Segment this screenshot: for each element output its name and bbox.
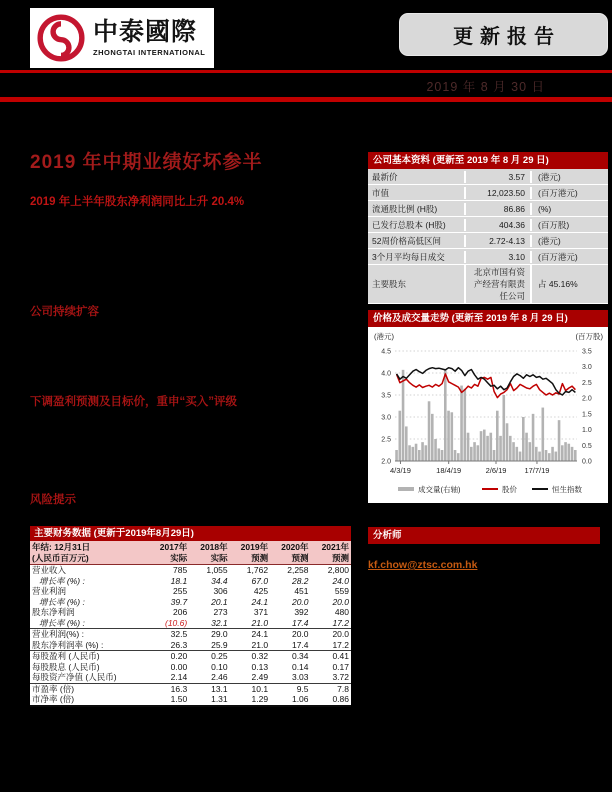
fin-cell: 559 — [334, 586, 349, 596]
price-volume-chart — [368, 327, 608, 503]
info-row — [368, 201, 608, 217]
fin-cell: 0.20 — [170, 651, 188, 661]
fin-cell: 10.1 — [251, 683, 269, 694]
fin-cell: 21.0 — [230, 618, 270, 629]
fin-row-label: 增长率 (%) : — [39, 575, 85, 586]
fin-cell: 2.14 — [149, 672, 189, 683]
left-axis-tick: 4.5 — [381, 348, 391, 356]
table-row — [30, 662, 351, 673]
fin-cell: 17.4 — [270, 640, 310, 651]
fin-cell: 20.0 — [291, 596, 309, 607]
fin-row-label: 市盈率 (倍) — [32, 683, 75, 694]
fin-cell: 32.5 — [170, 629, 188, 639]
fin-cell: 28.2 — [291, 575, 309, 586]
info-cell: (港元) — [538, 235, 561, 246]
volume-bar — [431, 414, 434, 461]
fin-header-year: 2017年 实际 — [149, 541, 189, 565]
volume-bar — [415, 444, 418, 461]
volume-bar — [444, 370, 447, 461]
company-info-table — [368, 169, 608, 304]
fin-cell: 273 — [213, 607, 228, 617]
volume-bar — [470, 447, 473, 461]
fin-cell: 0.86 — [311, 694, 351, 706]
volume-bar — [519, 452, 522, 461]
volume-bar — [568, 444, 571, 461]
fin-header-year: 2019年 预测 — [230, 541, 270, 565]
info-cell: 86.86 — [464, 203, 532, 215]
volume-bar — [535, 447, 538, 461]
info-cell: (百万港元) — [538, 251, 578, 262]
financial-table-head — [30, 541, 351, 565]
x-axis-tick: 4/3/19 — [390, 466, 411, 475]
fin-cell: 206 — [173, 607, 188, 617]
volume-bar — [421, 442, 424, 461]
left-axis-tick: 3.0 — [381, 414, 391, 422]
table-row — [30, 586, 351, 597]
info-row — [368, 249, 608, 265]
table-row — [30, 683, 351, 694]
fin-cell: 2.49 — [230, 672, 270, 683]
section-heading-risk: 风险提示 — [30, 494, 76, 506]
info-cell: 北京市国有资产经营有限责任公司 — [464, 265, 532, 303]
legend-price-label: 股价 — [502, 485, 517, 494]
info-cell: (百万股) — [538, 219, 570, 230]
fin-row-label: 增长率 (%) : — [30, 618, 149, 629]
x-axis-tick: 17/7/19 — [524, 466, 550, 475]
price-line — [397, 374, 576, 398]
fin-cell: 26.3 — [149, 640, 189, 651]
analyst-email-link[interactable]: kf.chow@ztsc.com.hk — [368, 559, 478, 571]
price-volume-card — [368, 310, 608, 503]
fin-cell: 392 — [294, 607, 309, 617]
volume-bar — [574, 450, 577, 461]
fin-header-year: 2020年 预测 — [270, 541, 310, 565]
fin-cell: 1.06 — [270, 694, 310, 706]
fin-row-label: 每股资产净值 (人民币) — [30, 672, 149, 683]
table-row — [30, 618, 351, 629]
volume-bar — [490, 433, 493, 461]
volume-bar — [451, 412, 454, 461]
fin-row-label: 每股股息 (人民币) — [32, 661, 100, 672]
volume-bar — [460, 386, 463, 461]
fin-cell: 1,055 — [206, 565, 228, 575]
fin-row-label: 营业利润 — [32, 586, 67, 596]
fin-cell: 451 — [294, 586, 309, 596]
fin-cell: 2,800 — [327, 565, 349, 575]
legend-hsi-label: 恒生指数 — [552, 485, 582, 494]
fin-cell: 20.1 — [211, 596, 228, 607]
volume-bar — [405, 426, 408, 461]
info-cell: 404.36 — [464, 219, 532, 231]
fin-cell: 0.00 — [170, 661, 188, 672]
volume-bar — [525, 433, 528, 461]
fin-cell: 32.1 — [189, 618, 229, 629]
chart-canvas — [368, 343, 608, 501]
section-heading-rating: 下调盈利预测及目标价，重申“买入”评级 — [30, 396, 237, 408]
left-axis-tick: 3.5 — [381, 392, 391, 400]
report-type-button[interactable]: 更新报告 — [399, 13, 608, 56]
volume-bar — [522, 417, 525, 461]
fin-cell: 29.0 — [211, 629, 228, 639]
page-subtitle: 2019 年上半年股东净利润同比上升 20.4% — [30, 196, 245, 208]
header-rule-top — [0, 70, 612, 73]
right-axis-tick: 0.5 — [582, 442, 592, 450]
fin-header-year: 2021年 预测 — [311, 541, 351, 565]
hsi-line — [397, 368, 576, 395]
volume-bar — [571, 447, 574, 461]
fin-cell: 1.29 — [230, 694, 270, 706]
table-row — [30, 640, 351, 651]
fin-cell: 18.1 — [170, 575, 188, 586]
volume-bar — [454, 450, 457, 461]
x-axis-tick: 2/6/19 — [485, 466, 507, 475]
volume-bar — [551, 447, 554, 461]
info-row — [368, 233, 608, 249]
fin-cell: 306 — [213, 586, 228, 596]
volume-bar — [529, 442, 532, 461]
fin-cell: 2.46 — [189, 672, 229, 683]
volume-bar — [509, 436, 512, 461]
fin-row-label: 股东净利润 — [32, 607, 75, 617]
fin-cell: 0.17 — [332, 661, 349, 672]
right-axis-unit: (百万股) — [575, 332, 603, 341]
volume-bar — [457, 453, 460, 461]
volume-bar — [564, 442, 567, 461]
fin-cell: 9.5 — [296, 683, 309, 694]
fin-cell: 20.0 — [291, 629, 309, 639]
fin-cell: 7.8 — [337, 683, 349, 694]
info-cell: 12,023.50 — [464, 187, 532, 199]
legend-volume-swatch — [398, 487, 414, 491]
info-row — [368, 217, 608, 233]
page-title: 2019 年中期业绩好坏参半 — [30, 152, 263, 173]
volume-bar — [486, 436, 489, 461]
info-cell: 最新价 — [372, 171, 398, 182]
analyst-card — [368, 527, 600, 544]
volume-bar — [555, 452, 558, 461]
table-row — [30, 651, 351, 662]
volume-bar — [496, 411, 499, 461]
fin-cell: 20.0 — [332, 596, 349, 607]
company-info-title: 公司基本资料 (更新至 2019 年 8 月 29 日) — [368, 152, 608, 169]
volume-bar — [480, 431, 483, 461]
info-cell: 2.72-4.13 — [464, 235, 532, 247]
fin-cell: 39.7 — [170, 596, 188, 607]
x-axis-tick: 18/4/19 — [436, 466, 462, 475]
left-axis-tick: 4.0 — [381, 370, 391, 378]
fin-cell: 17.2 — [311, 640, 351, 651]
fin-cell: 0.34 — [291, 651, 309, 661]
table-row — [30, 672, 351, 683]
volume-bar — [483, 430, 486, 461]
volume-bar — [545, 450, 548, 461]
info-cell: 流通股比例 (H股) — [372, 203, 438, 214]
fin-cell: 425 — [253, 586, 269, 596]
volume-bar — [503, 395, 506, 461]
fin-row-label: 每股盈利 (人民币) — [32, 651, 100, 661]
fin-cell: 24.1 — [251, 629, 269, 639]
volume-bar — [441, 450, 444, 461]
fin-cell: 16.3 — [170, 683, 188, 694]
right-axis-tick: 1.0 — [582, 427, 592, 435]
volume-bar — [561, 445, 564, 461]
info-cell: 52周价格高低区间 — [372, 235, 441, 246]
fin-row-label: 营业利润(%) : — [32, 629, 84, 639]
financial-table-body — [30, 565, 351, 706]
right-axis-tick: 2.0 — [582, 395, 592, 403]
volume-bar — [548, 453, 551, 461]
fin-cell: 24.0 — [332, 575, 349, 586]
fin-cell: 20.0 — [332, 629, 349, 639]
volume-bar — [538, 452, 541, 461]
financial-data-card — [30, 526, 351, 707]
volume-bar — [418, 450, 421, 461]
right-axis-tick: 2.5 — [582, 379, 592, 387]
volume-bar — [506, 423, 509, 461]
volume-bar — [438, 448, 441, 461]
zhongtai-logo-icon — [36, 13, 86, 63]
volume-bar — [493, 450, 496, 461]
table-row — [30, 607, 351, 618]
fin-cell: 1.31 — [189, 694, 229, 706]
info-row — [368, 185, 608, 201]
info-cell: 3个月平均每日成交 — [372, 251, 445, 262]
fin-row-label: 股东净利润率 (%) : — [30, 640, 149, 651]
fin-cell: 21.0 — [230, 640, 270, 651]
volume-bar — [399, 411, 402, 461]
volume-bar — [412, 447, 415, 461]
financial-table-title: 主要财务数据 (更新于2019年8月29日) — [30, 526, 351, 541]
fin-cell: 3.03 — [270, 672, 310, 683]
fin-cell: 17.4 — [270, 618, 310, 629]
header-rule-bottom — [0, 97, 612, 102]
fin-cell: 0.41 — [332, 651, 349, 661]
volume-bar — [558, 420, 561, 461]
info-cell: 占 45.16% — [538, 279, 578, 289]
volume-bar — [428, 401, 431, 461]
table-row — [30, 629, 351, 640]
info-cell: 3.57 — [464, 171, 532, 183]
company-logo — [30, 8, 214, 68]
volume-bar — [434, 439, 437, 461]
info-cell: 已发行总股本 (H股) — [372, 219, 446, 230]
fin-cell: 2,258 — [287, 565, 309, 575]
fin-cell: 24.1 — [251, 596, 269, 607]
fin-cell: 0.13 — [251, 661, 269, 672]
right-axis-tick: 3.5 — [582, 348, 592, 356]
volume-bar — [473, 442, 476, 461]
volume-bar — [402, 370, 405, 461]
info-cell: (百万港元) — [538, 187, 578, 198]
volume-bar — [467, 433, 470, 461]
section-heading-expansion: 公司持续扩容 — [30, 306, 99, 318]
fin-cell: 1,762 — [246, 565, 269, 575]
left-axis-tick: 2.0 — [381, 458, 391, 466]
logo-text-en: ZHONGTAI INTERNATIONAL — [93, 47, 206, 57]
company-info-card — [368, 152, 608, 304]
table-row — [30, 565, 351, 576]
fin-row-label: 增长率 (%) : — [39, 596, 85, 607]
fin-cell: 480 — [334, 607, 349, 617]
info-cell: (%) — [538, 203, 552, 214]
volume-bar — [395, 450, 398, 461]
volume-bar — [408, 445, 411, 461]
fin-cell: 67.0 — [251, 575, 269, 586]
fin-cell: 0.32 — [251, 651, 269, 661]
fin-cell: 0.25 — [211, 651, 228, 661]
fin-cell: 1.50 — [149, 694, 189, 706]
info-cell: 主要股东 — [372, 279, 407, 289]
fin-cell: 3.72 — [311, 672, 351, 683]
fin-cell: 0.14 — [291, 661, 309, 672]
fin-row-label: 市净率 (倍) — [30, 694, 149, 706]
info-cell: 3.10 — [464, 251, 532, 263]
right-axis-tick: 3.0 — [582, 364, 592, 372]
info-row — [368, 265, 608, 304]
fin-cell: 785 — [173, 565, 188, 575]
fin-cell: 25.9 — [189, 640, 229, 651]
info-cell: (港元) — [538, 171, 561, 182]
table-row — [30, 576, 351, 587]
volume-bar — [425, 445, 428, 461]
volume-bar — [532, 414, 535, 461]
table-row — [30, 694, 351, 706]
volume-bar — [516, 447, 519, 461]
report-date: 2019 年 8 月 30 日 — [426, 80, 545, 94]
volume-bar — [447, 411, 450, 461]
fin-cell: 17.2 — [311, 618, 351, 629]
info-cell: 市值 — [372, 187, 390, 198]
fin-row-label: 营业收入 — [32, 565, 67, 575]
info-row — [368, 169, 608, 185]
fin-cell: 34.4 — [211, 575, 228, 586]
chart-title: 价格及成交量走势 (更新至 2019 年 8 月 29 日) — [368, 310, 608, 327]
legend-volume-label: 成交量(右轴) — [418, 485, 461, 494]
analyst-title: 分析师 — [368, 527, 600, 544]
volume-bar — [499, 436, 502, 461]
fin-header-year: 2018年 实际 — [189, 541, 229, 565]
left-axis-unit: (港元) — [374, 332, 394, 341]
volume-bar — [512, 442, 515, 461]
table-row — [30, 597, 351, 608]
left-axis-tick: 2.5 — [381, 436, 391, 444]
right-axis-tick: 0.0 — [582, 458, 592, 466]
fin-cell: 13.1 — [211, 683, 228, 694]
fin-cell: (10.6) — [149, 618, 189, 629]
logo-text-zh: 中泰國際 — [93, 17, 198, 46]
volume-bar — [542, 408, 545, 461]
fin-cell: 371 — [253, 607, 269, 617]
volume-bar — [477, 445, 480, 461]
financial-table — [30, 541, 351, 707]
fin-header-label: 年结: 12月31日 (人民币百万元) — [30, 541, 149, 565]
right-axis-tick: 1.5 — [582, 411, 592, 419]
fin-cell: 0.10 — [211, 661, 228, 672]
volume-bar — [464, 389, 467, 461]
fin-cell: 255 — [173, 586, 188, 596]
